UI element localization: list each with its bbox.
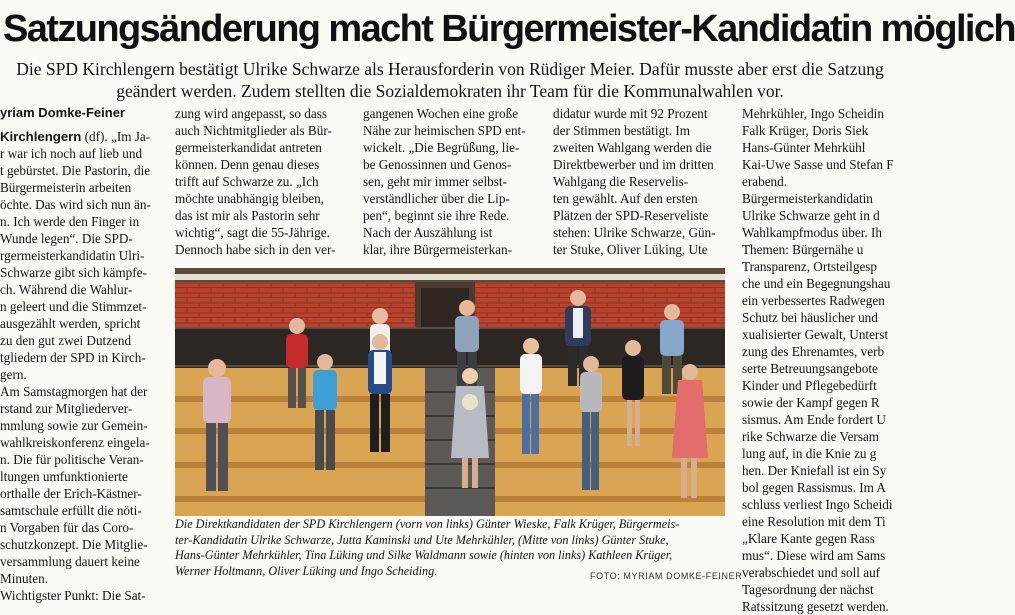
text-line: sen, geht mir immer selbst- — [363, 174, 507, 189]
text-line: gangenen Wochen eine große — [363, 106, 519, 121]
text-line: samtschule erfüllt die nöti- — [0, 503, 142, 518]
text-line: serte Betreuungsangebote — [742, 361, 878, 376]
text-line: zu den gut zwei Dutzend — [0, 333, 132, 348]
text-line: Tagesordnung der nächst — [742, 582, 874, 597]
text-line: eine Resolution mit dem Ti — [742, 514, 886, 529]
text-line: der Stimmen bestätigt. Im — [553, 123, 690, 138]
headline: Satzungsänderung macht Bürgermeister-Kandidatin möglich — [3, 8, 1015, 50]
text-line: Ratssitzung gesetzt werden. — [742, 599, 889, 614]
text-line: zung des Ehrenamtes, verb — [742, 344, 885, 359]
text-line: lung auf, in die Knie zu g — [742, 446, 877, 461]
text-line: Wunde legen“. Die SPD- — [0, 231, 133, 246]
dateline: Kirchlengern — [0, 129, 82, 144]
text-line: Schutz bei häuslicher und — [742, 310, 878, 325]
text-line: Bürgermeisterin arbeiten — [0, 180, 132, 195]
text-line: Minuten. — [0, 571, 48, 586]
byline: yriam Domke-Feiner — [0, 105, 125, 120]
text-line: können. Denn genau dieses — [175, 157, 320, 172]
text-line: schutzkonzept. Die Mitglie- — [0, 537, 148, 552]
text-line: Direktbewerber und im dritten — [553, 157, 714, 172]
text-line: wichtig“, sagt die 55-Jährige. — [175, 225, 330, 240]
text-fragment: (df). „Im Ja- — [81, 129, 151, 144]
article-column-3 — [363, 105, 535, 265]
text-line: stehen: Ulrike Schwarze, Gün- — [553, 225, 716, 240]
text-line: n. Ich werde den Finger in — [0, 214, 140, 229]
text-line: Nach der Auszählung ist — [363, 225, 493, 240]
text-line: Transparenz, Ortsteilgesp — [742, 259, 878, 274]
text-line: orthalle der Erich-Kästner- — [0, 486, 142, 501]
text-line: didatur wurde mit 92 Prozent — [553, 106, 708, 121]
text-line: rgermeisterkandidatin Ulri- — [0, 248, 145, 263]
text-line: t gebürstet. Die Pastorin, die — [0, 163, 151, 178]
caption-line: Werner Holtmann, Oliver Lüking und Ingo Scheiding. — [175, 563, 438, 578]
text-line: Kinder und Pflegebedürft — [742, 378, 877, 393]
text-line: Themen: Bürgernähe u — [742, 242, 864, 257]
text-line: ein verbessertes Radwegen — [742, 293, 885, 308]
text-line: Falk Krüger, Doris Siek — [742, 123, 869, 138]
text-line: sowie der Kampf gegen R — [742, 395, 880, 410]
text-line: schluss verliest Ingo Scheidi — [742, 497, 893, 512]
text-line: das ist mir als Pastorin sehr — [175, 208, 320, 223]
text-line: mmlung sowie zur Gemein- — [0, 418, 148, 433]
text-line: gern. — [0, 367, 27, 382]
text-line: erabend. — [742, 174, 788, 189]
caption-line: Hans-Günter Mehrkühler, Tina Lüking und Silke Waldmann sowie (hinten von links) Kathleen Krüger, — [175, 548, 673, 563]
text-line: rike Schwarze die Versam — [742, 429, 880, 444]
caption-line: Die Direktkandidaten der SPD Kirchlengern (vorn von links) Günter Wieske, Falk Krüger, Bürgermeis- — [175, 517, 680, 531]
text-line: sismus. Am Ende fordert U — [742, 412, 886, 427]
text-line: klar, ihre Bürgermeisterkan- — [363, 242, 512, 257]
text-line: zweiten Wahlgang werden die — [553, 140, 712, 155]
text-line: ch. Während die Wahlur- — [0, 282, 133, 297]
subheadline — [0, 58, 900, 102]
text-line: ten gewählt. Auf den ersten — [553, 191, 698, 206]
text-line: ltungen umfunktionierte — [0, 469, 128, 484]
text-line: zung wird angepasst, so dass — [175, 106, 327, 121]
text-line: öchte. Das wird sich nun än- — [0, 197, 151, 212]
text-line: Kai-Uwe Sasse und Stefan F — [742, 157, 894, 172]
text-line: be Genossinnen und Genos- — [363, 157, 512, 172]
text-line: möchte unabhängig bleiben, — [175, 191, 325, 206]
text-line: wickelt. „Die Begrüßung, lie- — [363, 140, 520, 155]
subheadline-line: geändert werden. Zudem stellten die Sozialdemokraten ihr Team für die Kommunalwahlen vor. — [116, 81, 784, 101]
text-line: Hans-Günter Mehrkühl — [742, 140, 866, 155]
text-line: n. Die für politische Veran- — [0, 452, 144, 467]
article-column-1 — [0, 128, 162, 603]
text-line: tgliedern der SPD in Kirch- — [0, 350, 146, 365]
group-photo — [175, 268, 725, 516]
text-line: hen. Der Kniefall ist ein Sy — [742, 463, 887, 478]
photo-credit: FOTO: MYRIAM DOMKE-FEINER — [590, 571, 743, 581]
text-line: n geleert und die Stimmzet- — [0, 299, 147, 314]
caption-line: ter-Kandidatin Ulrike Schwarze, Jutta Kaminski und Ute Mehrkühler, (Mitte von links) Günter Stuke, — [175, 532, 669, 547]
text-line: Ulrike Schwarze geht in d — [742, 208, 880, 223]
article-column-4 — [553, 105, 729, 265]
text-line: bol gegen Rassismus. Im A — [742, 480, 886, 495]
text-line: ter Stuke, Oliver Lüking, Ute — [553, 242, 708, 257]
text-line: Wichtigster Punkt: Die Sat- — [0, 588, 146, 603]
text-line: wahlkreiskonferenz eingela- — [0, 435, 150, 450]
group-photo-illustration — [175, 268, 725, 516]
text-line: verständlicher über die Lip- — [363, 191, 510, 206]
text-line: ausgezählt werden, spricht — [0, 316, 141, 331]
article-column-5 — [742, 105, 900, 614]
text-line: Nähe zur heimischen SPD ent- — [363, 123, 526, 138]
text-line: Dennoch habe sich in den ver- — [175, 242, 336, 257]
text-line: n Vorgaben für das Coro- — [0, 520, 134, 535]
text-line: Wahlgang die Reservelis- — [553, 174, 689, 189]
text-line: che und ein Begegnungshau — [742, 276, 891, 291]
text-line: „Klare Kante gegen Rass — [742, 531, 875, 546]
text-line: Bürgermeisterkandidatin — [742, 191, 873, 206]
text-line: r war ich noch auf lieb und — [0, 146, 143, 161]
text-line: Wahlkampfmodus über. Ih — [742, 225, 882, 240]
text-line: Mehrkühler, Ingo Scheidin — [742, 106, 884, 121]
text-line: verabschiedet und soll auf — [742, 565, 881, 580]
text-line: Am Samstagmorgen hat der — [0, 384, 148, 399]
subheadline-line: Die SPD Kirchlengern bestätigt Ulrike Schwarze als Herausforderin von Rüdiger Meier. Dafür musste aber erst die Satzung — [16, 59, 884, 79]
text-line: versammlung dauert keine — [0, 554, 140, 569]
text-line: Plätzen der SPD-Reserveliste — [553, 208, 709, 223]
text-line — [0, 128, 162, 145]
text-line: Schwarze gibt sich kämpfe- — [0, 265, 147, 280]
text-line: auch Nichtmitglieder als Bür- — [175, 123, 332, 138]
text-line: germeisterkandidat antreten — [175, 140, 322, 155]
text-line: xualisierter Gewalt, Unterst — [742, 327, 889, 342]
text-line: mus“. Diese wird am Sams — [742, 548, 886, 563]
article-column-2 — [175, 105, 341, 265]
text-line: pen“, beginnt sie ihre Rede. — [363, 208, 510, 223]
text-line: trifft auf Schwarze zu. „Ich — [175, 174, 319, 189]
text-line: rstand zur Mitgliederver- — [0, 401, 133, 416]
